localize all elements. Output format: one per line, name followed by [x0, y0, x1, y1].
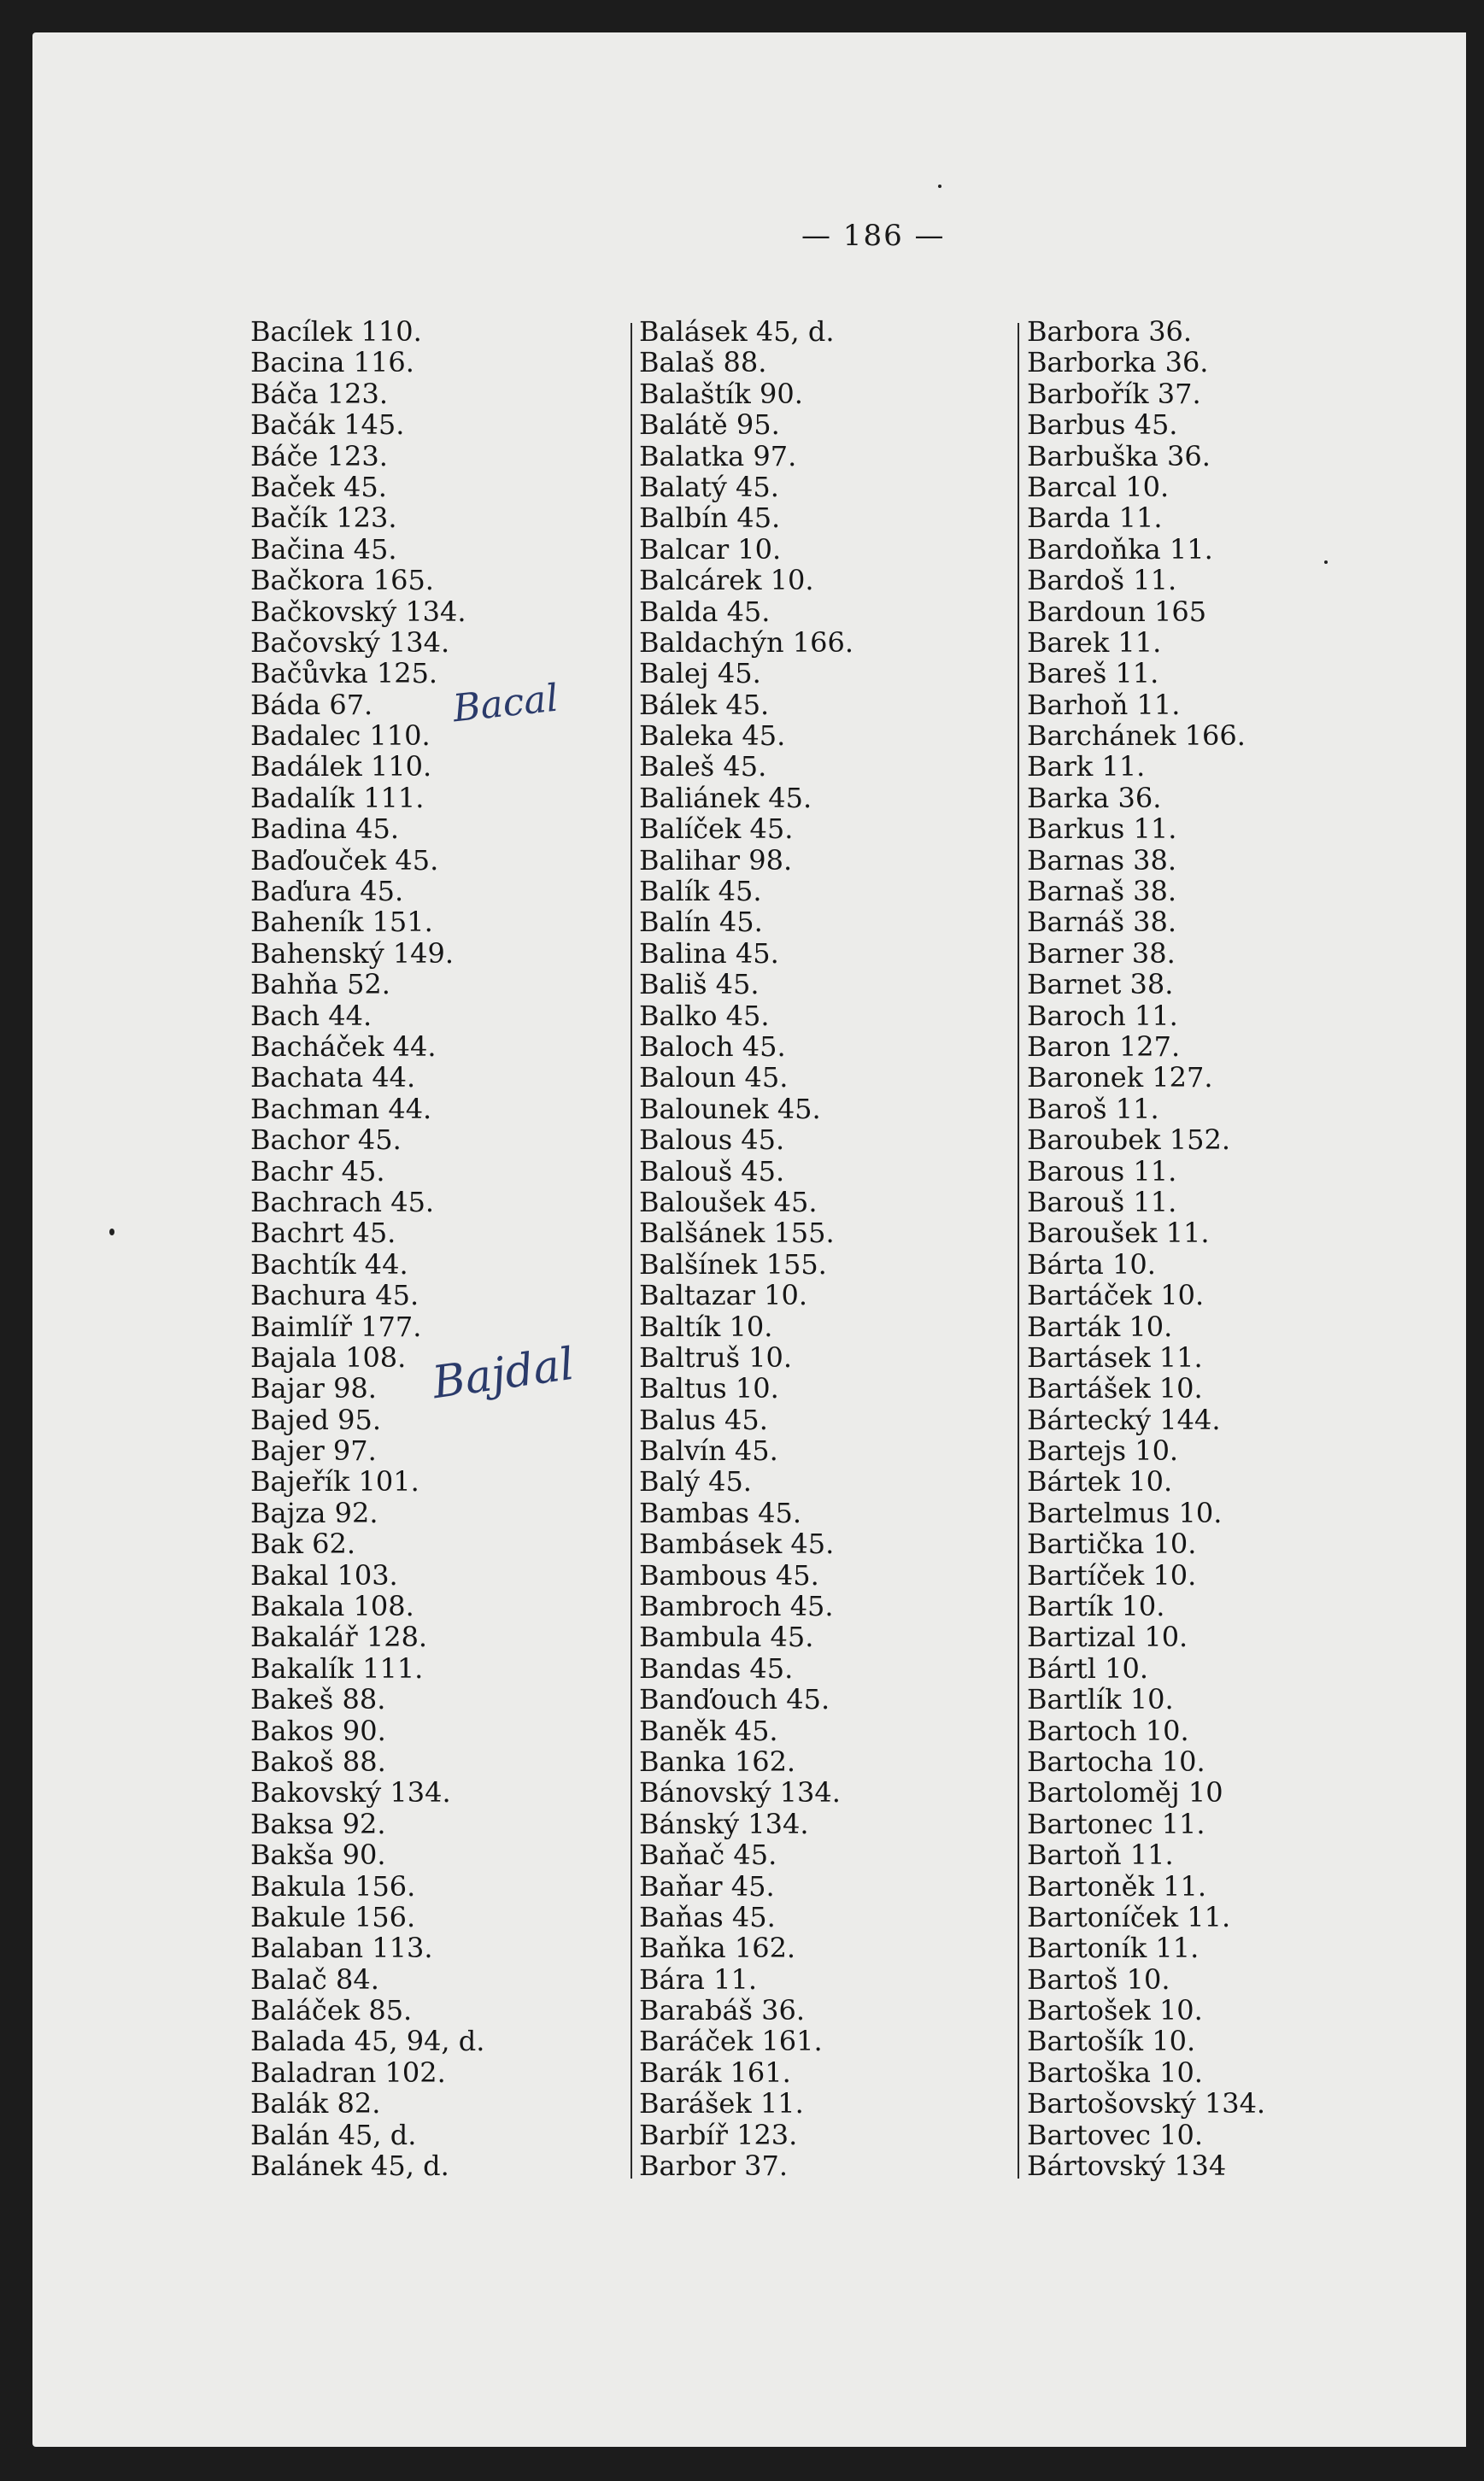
name-entry: Badina 45. — [250, 812, 400, 846]
name-entry: Bártovský 134 — [1027, 2150, 1227, 2183]
name-entry: Bartášek 10. — [1027, 1372, 1203, 1405]
name-entry: Barouš 11. — [1027, 1185, 1177, 1218]
name-entry: Balíček 45. — [639, 812, 794, 846]
name-entry: Balada 45, 94, d. — [250, 2025, 485, 2058]
name-entry: Bartásek 11. — [1027, 1340, 1203, 1374]
name-entry: Bardoun 165 — [1027, 595, 1207, 628]
name-entry: Baláček 85. — [250, 1994, 413, 2027]
name-entry: Bartejs 10. — [1027, 1434, 1179, 1468]
name-entry: Banďouch 45. — [639, 1683, 830, 1716]
name-entry: Bajed 95. — [250, 1403, 381, 1436]
name-entry: Baltazar 10. — [639, 1279, 808, 1312]
name-entry: Bahňa 52. — [250, 968, 390, 1001]
column-divider — [631, 323, 632, 2179]
name-entry: Báča 123. — [250, 377, 389, 410]
name-entry: Baček 45. — [250, 470, 387, 503]
name-entry: Bacílek 110. — [250, 315, 422, 348]
name-entry: Barnaš 38. — [1027, 875, 1177, 908]
name-entry: Balín 45. — [639, 906, 763, 939]
name-entry: Bakos 90. — [250, 1714, 386, 1747]
name-entry: Bára 11. — [639, 1962, 758, 1996]
name-entry: Báda 67. — [250, 688, 373, 721]
name-entry: Bártecký 144. — [1027, 1403, 1221, 1436]
name-entry: Bahenský 149. — [250, 936, 455, 970]
name-entry: Bach 44. — [250, 999, 372, 1032]
name-entry: Bártek 10. — [1027, 1465, 1173, 1499]
name-entry: Bachr 45. — [250, 1154, 385, 1188]
name-entry: Barabáš 36. — [639, 1994, 806, 2027]
name-entry: Bartošík 10. — [1027, 2025, 1196, 2058]
name-entry: Barnáš 38. — [1027, 906, 1177, 939]
name-entry: Bartovec 10. — [1027, 2118, 1204, 2151]
name-entry: Báče 123. — [250, 439, 388, 472]
name-entry: Badalík 111. — [250, 781, 425, 814]
name-entry: Bachata 44. — [250, 1061, 416, 1094]
ink-speck — [109, 1229, 114, 1235]
page-number: — 186 — — [801, 219, 946, 253]
name-entry: Badalec 110. — [250, 719, 431, 753]
name-entry: Baďura 45. — [250, 875, 404, 908]
name-entry: Bajar 98. — [250, 1372, 377, 1405]
name-entry: Barbor 37. — [639, 2150, 788, 2183]
name-entry: Bark 11. — [1027, 750, 1146, 783]
name-entry: Bachman 44. — [250, 1092, 432, 1125]
name-entry: Baloušek 45. — [639, 1185, 818, 1218]
name-entry: Barbořík 37. — [1027, 377, 1201, 410]
name-entry: Baladran 102. — [250, 2056, 446, 2089]
name-entry: Balý 45. — [639, 1465, 752, 1499]
name-entry: Barek 11. — [1027, 625, 1162, 659]
name-column-2 — [639, 316, 853, 2181]
name-entry: Bárta 10. — [1027, 1247, 1156, 1281]
name-entry: Barbíř 123. — [639, 2118, 798, 2151]
name-entry: Barborka 36. — [1027, 346, 1209, 379]
name-entry: Bačkovský 134. — [250, 595, 466, 628]
name-entry: Baroušek 11. — [1027, 1217, 1210, 1250]
name-entry: Bačůvka 125. — [250, 657, 438, 690]
name-entry: Bartík 10. — [1027, 1590, 1165, 1623]
name-entry: Bachrt 45. — [250, 1217, 396, 1250]
name-entry: Baňka 162. — [639, 1932, 796, 1965]
name-entry: Balus 45. — [639, 1403, 768, 1436]
name-entry: Bálek 45. — [639, 688, 770, 721]
name-entry: Barbuška 36. — [1027, 439, 1211, 472]
name-entry: Bartoněk 11. — [1027, 1869, 1207, 1903]
name-entry: Baltruš 10. — [639, 1340, 793, 1374]
name-entry: Baltus 10. — [639, 1372, 779, 1405]
name-entry: Balánek 45, d. — [250, 2150, 449, 2183]
name-entry: Bakula 156. — [250, 1869, 416, 1903]
name-entry: Barda 11. — [1027, 501, 1163, 535]
name-entry: Bartošovský 134. — [1027, 2087, 1266, 2120]
name-entry: Bajer 97. — [250, 1434, 377, 1468]
name-entry: Bartoníček 11. — [1027, 1900, 1231, 1933]
name-column-1 — [250, 316, 484, 2181]
name-entry: Bartonec 11. — [1027, 1807, 1205, 1840]
name-entry: Barák 161. — [639, 2056, 791, 2089]
name-entry: Baleka 45. — [639, 719, 786, 753]
name-entry: Bajza 92. — [250, 1496, 378, 1529]
name-entry: Barták 10. — [1027, 1310, 1173, 1343]
name-entry: Balatý 45. — [639, 470, 779, 503]
name-entry: Bališ 45. — [639, 968, 760, 1001]
name-entry: Baráček 161. — [639, 2025, 823, 2058]
name-entry: Balko 45. — [639, 999, 770, 1032]
name-entry: Bartošek 10. — [1027, 1994, 1203, 2027]
name-entry: Barous 11. — [1027, 1154, 1177, 1188]
name-entry: Baloun 45. — [639, 1061, 789, 1094]
name-entry: Bartička 10. — [1027, 1528, 1197, 1561]
name-entry: Baňas 45. — [639, 1900, 776, 1933]
ink-speck — [938, 185, 941, 188]
name-entry: Balač 84. — [250, 1962, 379, 1996]
name-entry: Balcárek 10. — [639, 564, 814, 597]
name-entry: Bartíček 10. — [1027, 1558, 1197, 1592]
name-entry: Bartoš 10. — [1027, 1962, 1170, 1996]
name-entry: Barkus 11. — [1027, 812, 1177, 846]
name-entry: Bačík 123. — [250, 501, 397, 535]
name-entry: Bačák 145. — [250, 408, 405, 442]
name-entry: Barbus 45. — [1027, 408, 1178, 442]
name-entry: Balšánek 155. — [639, 1217, 835, 1250]
name-entry: Balšínek 155. — [639, 1247, 827, 1281]
name-entry: Baltík 10. — [639, 1310, 773, 1343]
name-entry: Baloch 45. — [639, 1029, 786, 1063]
name-entry: Bardoš 11. — [1027, 564, 1177, 597]
name-entry: Bánovský 134. — [639, 1776, 841, 1809]
name-entry: Barka 36. — [1027, 781, 1162, 814]
name-entry: Bartoch 10. — [1027, 1714, 1189, 1747]
name-entry: Balouš 45. — [639, 1154, 785, 1188]
name-entry: Baron 127. — [1027, 1029, 1181, 1063]
name-entry: Bakeš 88. — [250, 1683, 386, 1716]
document-page — [32, 32, 1466, 2447]
name-entry: Badálek 110. — [250, 750, 432, 783]
name-entry: Balcar 10. — [639, 532, 782, 566]
name-entry: Bak 62. — [250, 1528, 356, 1561]
name-entry: Bachura 45. — [250, 1279, 419, 1312]
name-entry: Balihar 98. — [639, 843, 793, 877]
name-entry: Bardoňka 11. — [1027, 532, 1213, 566]
name-entry: Barbora 36. — [1027, 315, 1193, 348]
name-entry: Barášek 11. — [639, 2087, 804, 2120]
name-entry: Baroubek 152. — [1027, 1123, 1230, 1157]
name-entry: Bartoška 10. — [1027, 2056, 1203, 2089]
name-entry: Bachor 45. — [250, 1123, 402, 1157]
name-entry: Bajala 108. — [250, 1340, 407, 1374]
name-entry: Bakalík 111. — [250, 1651, 424, 1685]
name-entry: Bandas 45. — [639, 1651, 794, 1685]
name-entry: Bakovský 134. — [250, 1776, 451, 1809]
name-entry: Bakalář 128. — [250, 1621, 428, 1654]
name-entry: Baronek 127. — [1027, 1061, 1213, 1094]
name-entry: Baroš 11. — [1027, 1092, 1159, 1125]
name-entry: Bartoloměj 10 — [1027, 1776, 1223, 1809]
name-entry: Bartocha 10. — [1027, 1745, 1205, 1778]
name-entry: Bartelmus 10. — [1027, 1496, 1223, 1529]
name-entry: Bačkora 165. — [250, 564, 434, 597]
name-entry: Banka 162. — [639, 1745, 796, 1778]
name-entry: Bareš 11. — [1027, 657, 1159, 690]
name-entry: Balík 45. — [639, 875, 762, 908]
name-entry: Balina 45. — [639, 936, 779, 970]
name-entry: Baliánek 45. — [639, 781, 812, 814]
name-entry: Baňač 45. — [639, 1839, 777, 1872]
name-entry: Baroch 11. — [1027, 999, 1178, 1032]
name-entry: Bakša 90. — [250, 1839, 386, 1872]
name-entry: Bajeřík 101. — [250, 1465, 419, 1499]
handwritten-annotation: Bajdal — [429, 1338, 578, 1410]
name-entry: Barnet 38. — [1027, 968, 1174, 1001]
name-entry: Balásek 45, d. — [639, 315, 835, 348]
name-column-3 — [1027, 316, 1265, 2181]
name-entry: Bartáček 10. — [1027, 1279, 1205, 1312]
name-entry: Balátě 95. — [639, 408, 780, 442]
name-entry: Barnas 38. — [1027, 843, 1177, 877]
name-entry: Bakule 156. — [250, 1900, 416, 1933]
name-entry: Bakoš 88. — [250, 1745, 386, 1778]
name-entry: Barcal 10. — [1027, 470, 1170, 503]
name-entry: Bambula 45. — [639, 1621, 814, 1654]
name-entry: Balda 45. — [639, 595, 771, 628]
name-entry: Bártl 10. — [1027, 1651, 1149, 1685]
name-entry: Baimlíř 177. — [250, 1310, 422, 1343]
name-entry: Balej 45. — [639, 657, 761, 690]
name-entry: Balbín 45. — [639, 501, 781, 535]
column-divider — [1018, 323, 1019, 2179]
name-entry: Bačina 45. — [250, 532, 397, 566]
name-entry: Bartoň 11. — [1027, 1839, 1174, 1872]
name-entry: Bambásek 45. — [639, 1528, 835, 1561]
name-entry: Bartizal 10. — [1027, 1621, 1188, 1654]
name-entry: Balaštík 90. — [639, 377, 803, 410]
name-entry: Barner 38. — [1027, 936, 1176, 970]
name-entry: Bacina 116. — [250, 346, 414, 379]
name-entry: Bambas 45. — [639, 1496, 801, 1529]
name-entry: Bachrach 45. — [250, 1185, 435, 1218]
name-entry: Bakala 108. — [250, 1590, 414, 1623]
name-entry: Bacháček 44. — [250, 1029, 437, 1063]
name-entry: Baleš 45. — [639, 750, 767, 783]
name-entry: Balán 45, d. — [250, 2118, 417, 2151]
name-entry: Balaš 88. — [639, 346, 767, 379]
name-entry: Bánský 134. — [639, 1807, 809, 1840]
name-entry: Baněk 45. — [639, 1714, 778, 1747]
name-entry: Balous 45. — [639, 1123, 785, 1157]
name-entry: Baňar 45. — [639, 1869, 775, 1903]
name-entry: Bartlík 10. — [1027, 1683, 1174, 1716]
name-entry: Barhoň 11. — [1027, 688, 1181, 721]
name-entry: Bačovský 134. — [250, 625, 450, 659]
name-entry: Baldachýn 166. — [639, 625, 854, 659]
name-entry: Barchánek 166. — [1027, 719, 1246, 753]
name-entry: Balounek 45. — [639, 1092, 821, 1125]
name-entry: Balák 82. — [250, 2087, 381, 2120]
name-entry: Balvín 45. — [639, 1434, 778, 1468]
name-entry: Balaban 113. — [250, 1932, 433, 1965]
name-entry: Bachtík 44. — [250, 1247, 408, 1281]
handwritten-annotation: Bacal — [450, 676, 560, 731]
name-entry: Bambroch 45. — [639, 1590, 834, 1623]
ink-speck — [1324, 560, 1328, 564]
name-entry: Baksa 92. — [250, 1807, 386, 1840]
name-entry: Bakal 103. — [250, 1558, 398, 1592]
name-entry: Balatka 97. — [639, 439, 797, 472]
name-entry: Bartoník 11. — [1027, 1932, 1200, 1965]
name-entry: Bambous 45. — [639, 1558, 819, 1592]
name-entry: Baďouček 45. — [250, 843, 439, 877]
name-entry: Baheník 151. — [250, 906, 433, 939]
